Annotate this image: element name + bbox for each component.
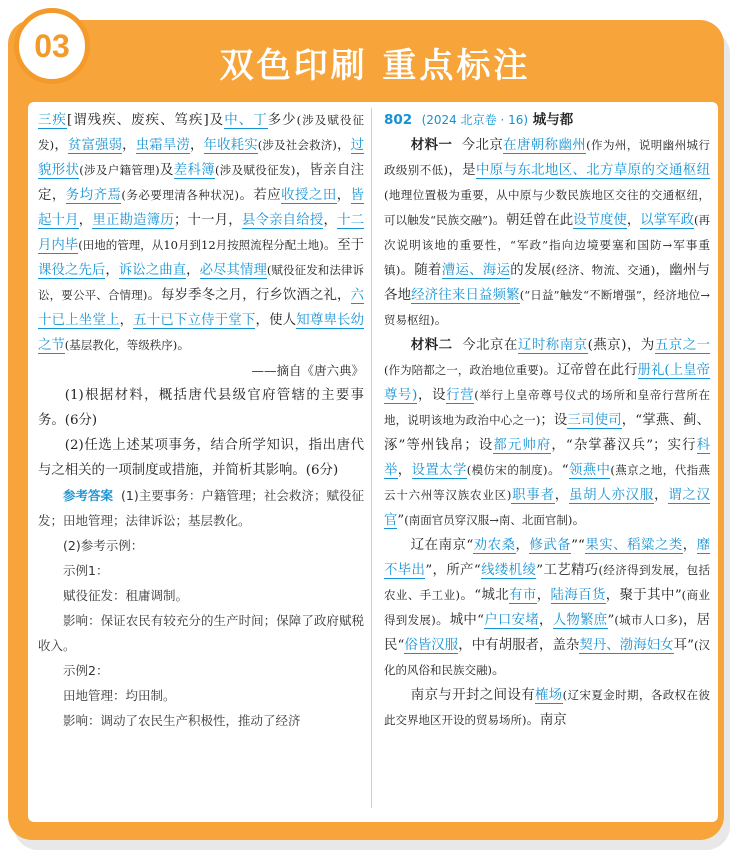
passage-text: 。 — [492, 663, 506, 678]
passage-text: 南京与开封之间设有 — [410, 688, 535, 703]
passage-text: ， — [336, 188, 351, 203]
key-point-highlight: 里正勘造簿历 — [92, 213, 174, 228]
passage-text: 。南京 — [526, 713, 567, 728]
key-point-highlight: 劝农桑 — [473, 538, 516, 553]
key-point-highlight: 契丹、渤海妇女 — [579, 638, 674, 653]
key-point-highlight: 中原与东北地区、北方草原的交通枢纽 — [475, 163, 710, 178]
annotation-note: (燕京之地，代指燕云十六州等汉族农业区) — [384, 463, 710, 502]
passage-text: ， — [119, 313, 134, 328]
material-1 — [384, 133, 710, 333]
key-point-highlight: 俗皆汉服 — [404, 638, 459, 653]
passage-text: 及 — [159, 163, 174, 178]
passage-text: ， — [186, 263, 200, 278]
key-point-highlight: 辽时称南京 — [517, 338, 588, 353]
passage-text: ；十一月， — [173, 213, 242, 228]
annotation-note: (涉及社会救济) — [257, 138, 337, 152]
passage-text: ，是 — [447, 163, 476, 178]
annotation-note: (南面官员穿汉服→南、北面官制) — [404, 513, 573, 527]
passage-text: ”“ — [571, 538, 585, 553]
passage-text: ，幽州与各地 — [384, 263, 711, 303]
passage-text: ”，所产“ — [425, 563, 481, 578]
passage-text: ，聚于其中” — [605, 588, 682, 603]
passage-text: 。城中“ — [435, 613, 484, 628]
key-point-highlight: 以掌军政 — [640, 213, 694, 228]
passage-text: ，居民“ — [384, 613, 711, 653]
key-point-highlight: 修武备 — [529, 538, 572, 553]
key-point-highlight: 人物繁庶 — [552, 613, 608, 628]
passage-text: 。 — [177, 338, 191, 353]
passage-text: ， — [626, 213, 641, 228]
key-point-highlight: 中、丁 — [224, 113, 268, 128]
key-point-highlight: 设置太学 — [411, 463, 467, 478]
key-point-highlight: 三疾 — [38, 113, 67, 128]
passage-text: 。 — [434, 313, 448, 328]
passage-text: 耳” — [673, 638, 694, 653]
key-point-highlight: 行营 — [446, 388, 475, 403]
passage-text: ， — [397, 463, 412, 478]
passage-text: ” — [397, 513, 405, 528]
annotation-note: (作为陪都之一，政治地位重要) — [384, 363, 544, 377]
passage-text: 。随着 — [400, 263, 442, 278]
passage-text: ，中有胡服者，盖杂 — [458, 638, 580, 653]
answer-title: 参考答案 — [63, 488, 114, 503]
material-2-continued — [384, 683, 710, 733]
column-divider — [371, 108, 372, 808]
passage-text: 今北京 — [461, 138, 504, 153]
material-2-continued — [384, 533, 710, 683]
passage-text: ， — [189, 138, 204, 153]
passage-text: 。至于 — [323, 238, 364, 253]
key-point-highlight: 谓之汉官 — [384, 488, 711, 528]
annotation-note: (涉及赋役征发) — [214, 163, 296, 177]
key-point-highlight: 科举 — [384, 438, 710, 478]
answer-line: 参考答案 (1)主要事务：户籍管理；社会救济；赋役征发；田地管理；法律诉讼；基层教化。 — [38, 488, 364, 528]
key-point-highlight: 十二月内毕 — [38, 213, 365, 253]
key-point-highlight: 务均齐焉 — [65, 188, 122, 203]
key-point-highlight: 线缕机绫 — [480, 563, 537, 578]
annotation-note: (地理位置极为重要，从中原与少数民族地区交往的交通枢纽，可以触发“民族交融”) — [384, 188, 710, 227]
answer-line: 赋役征发：租庸调制。 — [63, 588, 189, 603]
question-title: 城与都 — [532, 112, 574, 128]
key-point-highlight: 领燕中 — [568, 463, 611, 478]
passage-text: 及 — [208, 113, 225, 128]
passage-text: 辽在南京“ — [410, 538, 474, 553]
key-point-highlight: 贫富强弱 — [67, 138, 123, 153]
key-point-highlight: 诉讼之曲直 — [118, 263, 187, 278]
key-point-highlight: 册礼(上皇帝尊号) — [384, 363, 711, 403]
key-point-highlight: 县令亲自给授 — [241, 213, 324, 228]
question-header — [384, 108, 710, 133]
answer-line: 示例1： — [63, 563, 109, 578]
key-point-highlight: 漕运、海运 — [441, 263, 511, 278]
question-number: 802 — [384, 112, 413, 128]
key-point-highlight: 都元帅府 — [493, 438, 552, 453]
key-point-highlight: 职事者 — [511, 488, 555, 503]
section-number-badge: 03 — [14, 8, 90, 84]
key-point-highlight: 有市 — [509, 588, 537, 603]
passage-text: ，“杂掌蕃汉兵”；实行 — [551, 438, 697, 453]
answer-line: 田地管理：均田制。 — [63, 688, 176, 703]
key-point-highlight: 果实、稻粱之类 — [584, 538, 683, 553]
annotation-note: (商业得到发展) — [384, 588, 710, 627]
material-label: 材料一 — [410, 138, 453, 153]
passage-text: ， — [539, 613, 553, 628]
question-1: (1)根据材料，概括唐代县级官府管辖的主要事务。(6分) — [38, 388, 364, 428]
passage-text: 。每岁季冬之月，行乡饮酒之礼， — [147, 288, 351, 303]
key-point-highlight: 虽胡人亦汉服 — [568, 488, 655, 503]
passage-text: ， — [336, 138, 351, 153]
source-citation: ——摘自《唐六典》 — [251, 363, 364, 378]
annotation-note: (基层教化，等级秩序) — [64, 338, 178, 352]
question-2: (2)任选上述某项事务，结合所学知识，指出唐代与之相关的一项制度或措施，并简析其影响。(6分) — [38, 438, 364, 478]
key-point-highlight: 虫霜旱涝 — [135, 138, 190, 153]
key-point-highlight: 陆海百货 — [550, 588, 606, 603]
passage-text: 的发展 — [510, 263, 552, 278]
annotation-note: (汉化的风俗和民族交融) — [384, 638, 710, 677]
annotation-note: (涉及赋役征发) — [38, 113, 365, 152]
annotation-note: (再次说明该地的重要性，“军政”指向边境要塞和国防→军事重镇) — [384, 213, 711, 277]
annotation-note: (举行上皇帝尊号仪式的场所和皇帝行营所在地，说明该地为政治中心之一) — [384, 388, 711, 427]
key-point-highlight: 年收耗实 — [203, 138, 258, 153]
passage-text: ；设 — [540, 413, 568, 428]
key-point-highlight: 榷场 — [535, 688, 563, 703]
key-point-highlight: 差科簿 — [173, 163, 215, 178]
passage-text: 。辽帝曾在此行 — [543, 363, 638, 378]
key-point-highlight: 五京之一 — [654, 338, 711, 353]
passage-text: ，设 — [417, 388, 447, 403]
passage-text: (燕京)，为 — [587, 338, 655, 353]
right-column — [384, 108, 710, 733]
material-label: 材料二 — [410, 338, 453, 353]
passage-text: 。若应 — [238, 188, 282, 203]
passage-text: ，“掌燕、蓟、涿”等州钱帛；设 — [384, 413, 710, 453]
passage-text: ， — [323, 213, 338, 228]
answer-line: 示例2： — [63, 663, 109, 678]
annotation-note: (“日益”触发“不断增强”，经济地位→贸易枢纽) — [384, 288, 711, 327]
key-point-highlight: 必尽其情理 — [199, 263, 267, 278]
passage-text: ，皆亲自注定， — [38, 163, 365, 203]
answer-line: (2)参考示例： — [63, 538, 144, 553]
annotation-note: (赋役征发和法律诉讼，要公平、合情理) — [38, 263, 365, 302]
annotation-note: (涉及户籍管理) — [79, 163, 160, 177]
passage-text: ， — [536, 588, 551, 603]
passage-text: 。“城北 — [460, 588, 510, 603]
key-point-highlight: 经济往来日益频繁 — [411, 288, 520, 303]
passage-text: ”工艺精巧 — [536, 563, 599, 578]
left-column — [38, 108, 364, 733]
key-point-highlight: 三司使司 — [567, 413, 622, 428]
passage-text: 多少 — [267, 113, 297, 128]
content-panel — [28, 102, 718, 822]
key-point-highlight: 课役之先后 — [38, 263, 106, 278]
answer-line: 影响：调动了农民生产积极性，推动了经济 — [63, 713, 301, 728]
passage-text: 今北京在 — [462, 338, 518, 353]
key-point-highlight: 户口安堵 — [483, 613, 540, 628]
answer-line: 影响：保证农民有较充分的生产时间；保障了政府赋税收入。 — [38, 613, 364, 653]
annotation-note: (务必要理清各种状况) — [121, 188, 239, 202]
annotation-note: (城市人口多) — [614, 613, 683, 627]
passage-text: ， — [122, 138, 136, 153]
passage-text: 。 — [572, 513, 586, 528]
key-point-highlight: 设节度使 — [573, 213, 627, 228]
passage-text: ” — [607, 613, 615, 628]
passage-text: ， — [654, 488, 669, 503]
passage-text: ， — [105, 263, 119, 278]
key-point-highlight: 过貌形状 — [38, 138, 365, 178]
question-source: (2024 北京卷 · 16) — [421, 113, 529, 127]
annotation-note: (模仿宋的制度) — [466, 463, 548, 477]
key-point-highlight: 六十已上坐堂上 — [38, 288, 364, 328]
passage-text: ， — [682, 538, 697, 553]
key-point-highlight: 收授之田 — [281, 188, 337, 203]
page-title: 双色印刷 重点标注 — [219, 46, 531, 86]
passage-text: ， — [554, 488, 569, 503]
passage-text: ， — [515, 538, 530, 553]
passage-text: 。“ — [547, 463, 569, 478]
key-point-highlight: 皆起十月 — [38, 188, 365, 228]
passage-text: ，使人 — [255, 313, 297, 328]
annotation-note: (辽宋夏金时期，各政权在彼此交界地区开设的贸易场所) — [384, 688, 711, 727]
annotation-note: (作为州，说明幽州城行政级别不低) — [384, 138, 710, 177]
annotation-note: (经济得到发展，包括农业、手工业) — [384, 563, 710, 602]
key-point-highlight: 靡不毕出 — [384, 538, 710, 578]
passage-text: ， — [54, 138, 68, 153]
material-2 — [384, 333, 710, 533]
key-point-highlight: 知尊卑长幼之节 — [38, 313, 365, 353]
passage-text: 。朝廷曾在此 — [492, 213, 574, 228]
key-point-highlight: 在唐朝称幽州 — [503, 138, 587, 153]
material-passage — [38, 108, 364, 358]
key-point-highlight: 五十已下立侍于堂下 — [133, 313, 256, 328]
passage-text: [谓残疾、废疾、笃疾] — [66, 113, 209, 128]
passage-text: ， — [78, 213, 93, 228]
annotation-note: (经济、物流、交通) — [551, 263, 656, 277]
annotation-note: (田地的管理，从10月到12月按照流程分配土地) — [78, 238, 324, 252]
